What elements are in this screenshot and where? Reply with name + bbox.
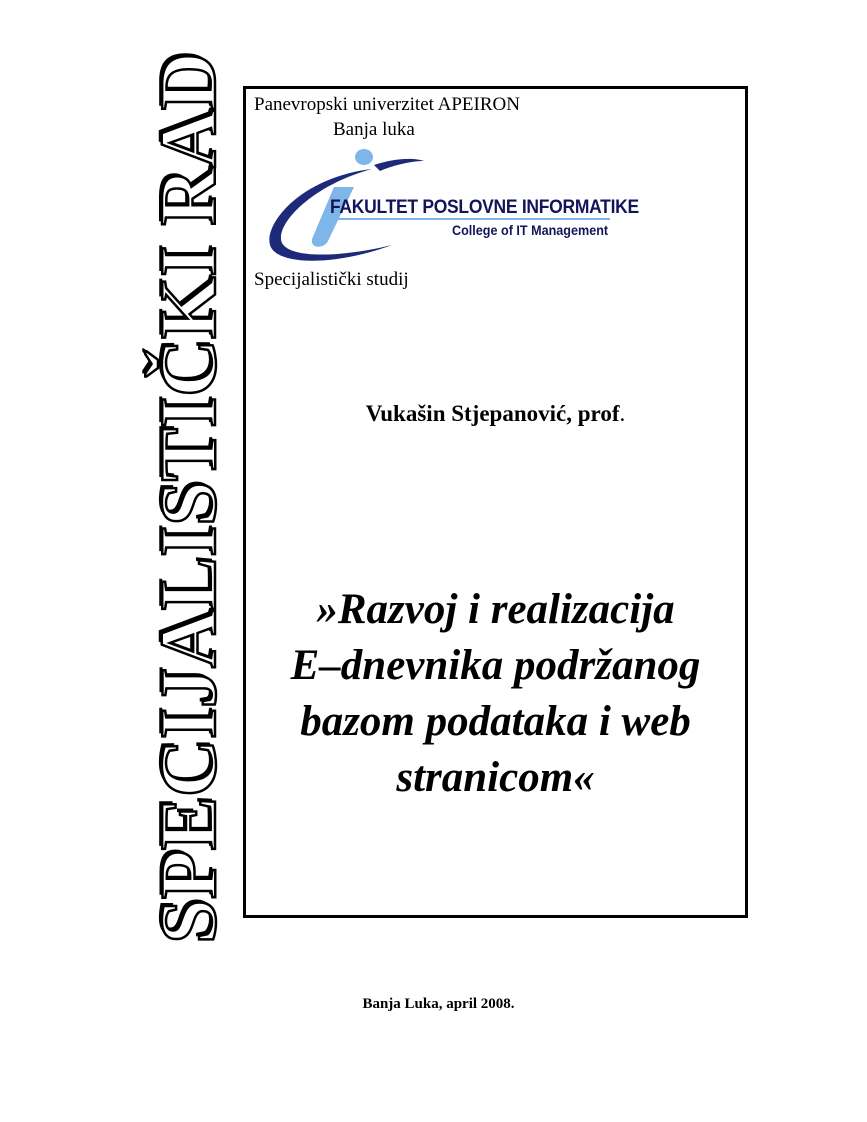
logo-faculty-name: FAKULTET POSLOVNE INFORMATIKE [330, 197, 639, 218]
thesis-title-line-1: »Razvoj i realizacija [316, 586, 675, 633]
logo-subtitle: College of IT Management [452, 222, 609, 238]
author-name: Vukašin Stjepanović, prof [365, 401, 620, 426]
thesis-title [243, 582, 748, 806]
thesis-title-line-3: bazom podataka i web [300, 698, 691, 745]
author-line [243, 400, 748, 428]
author-trailing-dot: . [619, 401, 626, 426]
university-name: Panevropski univerzitet APEIRON [254, 94, 520, 115]
vertical-heading: SPECIJALISTIČKI RAD [145, 52, 233, 944]
logo-dot [355, 149, 373, 165]
thesis-title-line-2: E–dnevnika podržanog [290, 642, 701, 689]
thesis-title-line-4: stranicom« [396, 754, 595, 801]
study-program: Specijalistički studij [254, 269, 409, 290]
place-and-date: Banja Luka, april 2008. [362, 996, 515, 1012]
logo-swoosh-top [374, 159, 424, 171]
university-city: Banja luka [333, 119, 415, 140]
